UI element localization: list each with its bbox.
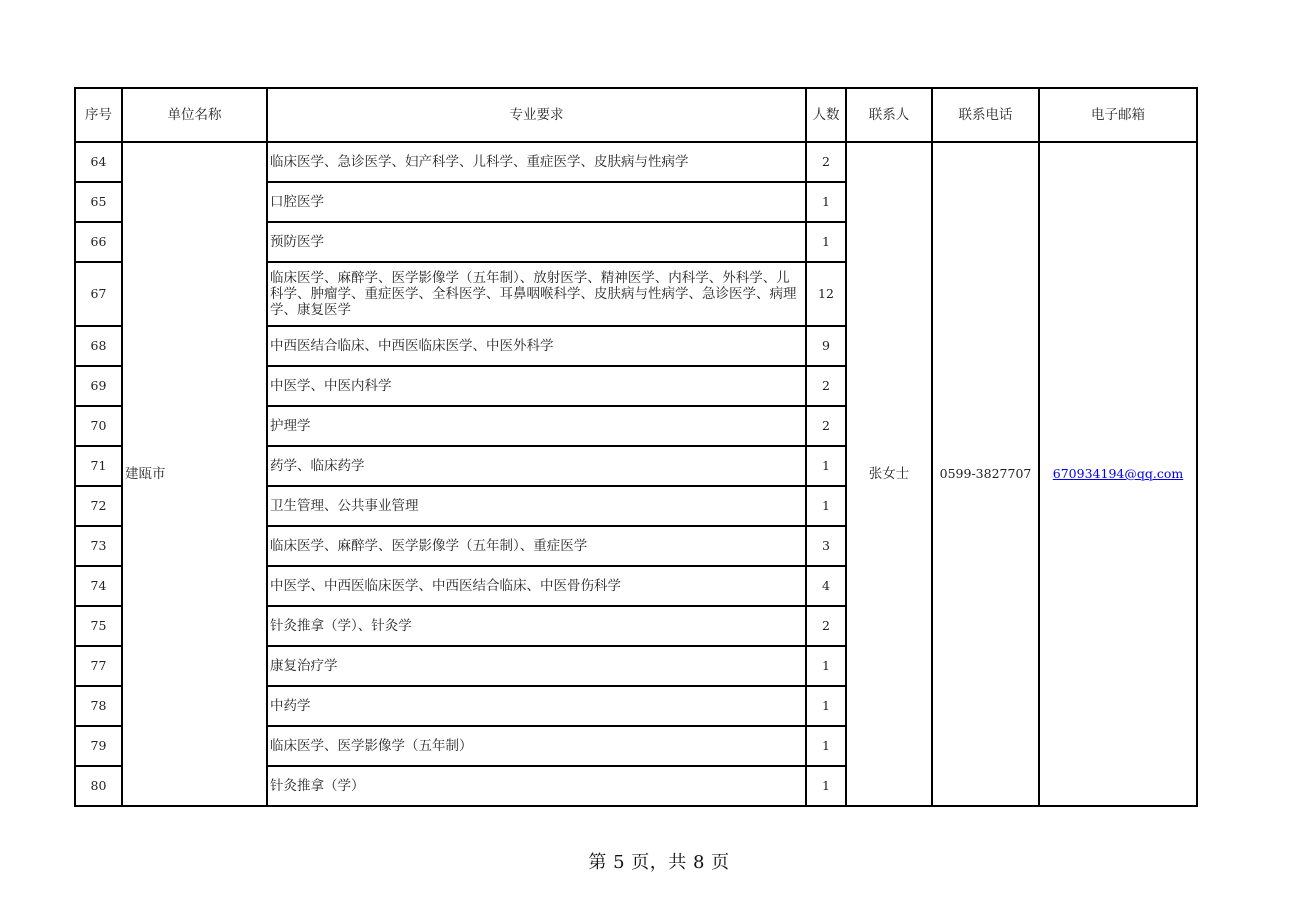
seq-cell: 67 [75, 262, 122, 326]
header-contact: 联系人 [846, 88, 932, 142]
major-cell: 预防医学 [267, 222, 806, 262]
header-seq: 序号 [75, 88, 122, 142]
seq-cell: 66 [75, 222, 122, 262]
seq-cell: 74 [75, 566, 122, 606]
major-cell: 中西医结合临床、中西医临床医学、中医外科学 [267, 326, 806, 366]
seq-cell: 75 [75, 606, 122, 646]
count-cell: 1 [806, 446, 846, 486]
unit-name-cell: 建瓯市 [122, 142, 267, 806]
count-cell: 2 [806, 142, 846, 182]
major-cell: 针灸推拿（学） [267, 766, 806, 806]
header-major: 专业要求 [267, 88, 806, 142]
seq-cell: 80 [75, 766, 122, 806]
major-cell: 针灸推拿（学）、针灸学 [267, 606, 806, 646]
header-phone: 联系电话 [932, 88, 1039, 142]
seq-cell: 71 [75, 446, 122, 486]
major-cell: 护理学 [267, 406, 806, 446]
count-cell: 4 [806, 566, 846, 606]
seq-cell: 68 [75, 326, 122, 366]
seq-cell: 64 [75, 142, 122, 182]
count-cell: 1 [806, 646, 846, 686]
page-number: 第 5 页，共 8 页 [588, 852, 730, 873]
major-cell: 临床医学、麻醉学、医学影像学（五年制）、放射医学、精神医学、内科学、外科学、儿科学、肿瘤学、重症医学、全科医学、耳鼻咽喉科学、皮肤病与性病学、急诊医学、病理学、康复医学 [267, 262, 806, 326]
header-count: 人数 [806, 88, 846, 142]
email-link[interactable]: 670934194@qq.com [1052, 466, 1184, 481]
major-cell: 临床医学、麻醉学、医学影像学（五年制）、重症医学 [267, 526, 806, 566]
major-cell: 药学、临床药学 [267, 446, 806, 486]
count-cell: 9 [806, 326, 846, 366]
count-cell: 12 [806, 262, 846, 326]
seq-cell: 78 [75, 686, 122, 726]
count-cell: 1 [806, 766, 846, 806]
major-cell: 中医学、中西医临床医学、中西医结合临床、中医骨伤科学 [267, 566, 806, 606]
count-cell: 1 [806, 726, 846, 766]
count-cell: 2 [806, 406, 846, 446]
count-cell: 1 [806, 222, 846, 262]
major-cell: 中药学 [267, 686, 806, 726]
table-row [75, 142, 1197, 182]
contact-person-cell: 张女士 [846, 142, 932, 806]
major-cell: 临床医学、医学影像学（五年制） [267, 726, 806, 766]
count-cell: 1 [806, 182, 846, 222]
major-cell: 卫生管理、公共事业管理 [267, 486, 806, 526]
count-cell: 1 [806, 686, 846, 726]
major-cell: 口腔医学 [267, 182, 806, 222]
count-cell: 2 [806, 366, 846, 406]
major-cell: 康复治疗学 [267, 646, 806, 686]
count-cell: 3 [806, 526, 846, 566]
count-cell: 2 [806, 606, 846, 646]
header-unit: 单位名称 [122, 88, 267, 142]
header-email: 电子邮箱 [1039, 88, 1197, 142]
seq-cell: 73 [75, 526, 122, 566]
major-cell: 中医学、中医内科学 [267, 366, 806, 406]
count-cell: 1 [806, 486, 846, 526]
seq-cell: 70 [75, 406, 122, 446]
contact-phone-cell: 0599-3827707 [932, 142, 1039, 806]
seq-cell: 79 [75, 726, 122, 766]
contact-email-cell [1039, 142, 1197, 806]
header-row [75, 88, 1197, 142]
major-cell: 临床医学、急诊医学、妇产科学、儿科学、重症医学、皮肤病与性病学 [267, 142, 806, 182]
seq-cell: 77 [75, 646, 122, 686]
seq-cell: 65 [75, 182, 122, 222]
seq-cell: 72 [75, 486, 122, 526]
seq-cell: 69 [75, 366, 122, 406]
recruitment-table [74, 87, 1198, 807]
